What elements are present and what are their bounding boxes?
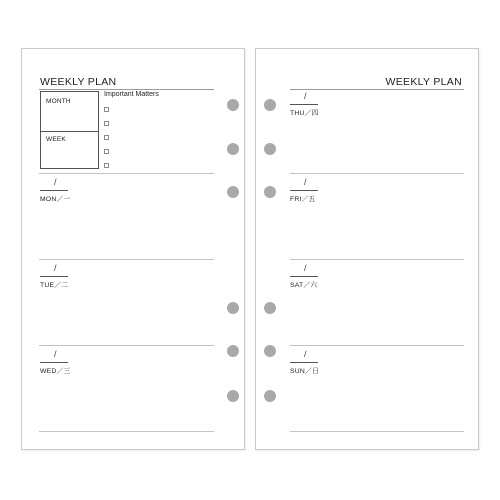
- title-rule: [290, 89, 464, 90]
- binder-hole: [227, 390, 239, 402]
- section-rule: [290, 345, 464, 346]
- day-label-saturday: SAT／六: [290, 282, 318, 289]
- binder-hole: [264, 345, 276, 357]
- date-line[interactable]: [40, 276, 68, 277]
- date-line[interactable]: [290, 104, 318, 105]
- date-slash: /: [54, 263, 57, 273]
- day-label-wednesday: WED／三: [40, 368, 71, 375]
- binder-hole: [227, 143, 239, 155]
- date-line[interactable]: [290, 190, 318, 191]
- day-label-sunday: SUN／日: [290, 368, 319, 375]
- section-rule: [290, 173, 464, 174]
- date-line[interactable]: [40, 362, 68, 363]
- week-label: WEEK: [46, 136, 66, 143]
- date-line[interactable]: [290, 276, 318, 277]
- binder-hole: [227, 186, 239, 198]
- binder-hole: [264, 186, 276, 198]
- section-rule: [39, 259, 214, 260]
- binder-hole: [227, 302, 239, 314]
- binder-hole: [264, 302, 276, 314]
- month-label: MONTH: [46, 98, 71, 105]
- date-slash: /: [54, 349, 57, 359]
- important-matter-checkbox[interactable]: [104, 121, 109, 126]
- date-line[interactable]: [290, 362, 318, 363]
- important-matter-checkbox[interactable]: [104, 149, 109, 154]
- binder-hole: [264, 390, 276, 402]
- date-slash: /: [304, 349, 307, 359]
- date-slash: /: [54, 177, 57, 187]
- month-week-box: [40, 91, 99, 169]
- month-week-divider: [41, 131, 98, 132]
- important-matter-checkbox[interactable]: [104, 107, 109, 112]
- title-rule: [39, 89, 214, 90]
- right-planner-page: [255, 48, 479, 450]
- day-label-friday: FRI／五: [290, 196, 316, 203]
- important-matter-checkbox[interactable]: [104, 163, 109, 168]
- date-line[interactable]: [40, 190, 68, 191]
- binder-hole: [227, 99, 239, 111]
- left-planner-page: [21, 48, 245, 450]
- day-label-thursday: THU／四: [290, 110, 319, 117]
- date-slash: /: [304, 177, 307, 187]
- right-page-title: WEEKLY PLAN: [385, 76, 462, 88]
- section-rule: [39, 345, 214, 346]
- binder-hole: [227, 345, 239, 357]
- section-rule: [39, 431, 214, 432]
- date-slash: /: [304, 91, 307, 101]
- day-label-monday: MON／一: [40, 196, 71, 203]
- binder-hole: [264, 143, 276, 155]
- date-slash: /: [304, 263, 307, 273]
- left-page-title: WEEKLY PLAN: [40, 76, 117, 88]
- important-matters-label: Important Matters: [104, 91, 159, 98]
- binder-hole: [264, 99, 276, 111]
- section-rule: [39, 173, 214, 174]
- section-rule: [290, 259, 464, 260]
- section-rule: [290, 431, 464, 432]
- day-label-tuesday: TUE／二: [40, 282, 69, 289]
- important-matter-checkbox[interactable]: [104, 135, 109, 140]
